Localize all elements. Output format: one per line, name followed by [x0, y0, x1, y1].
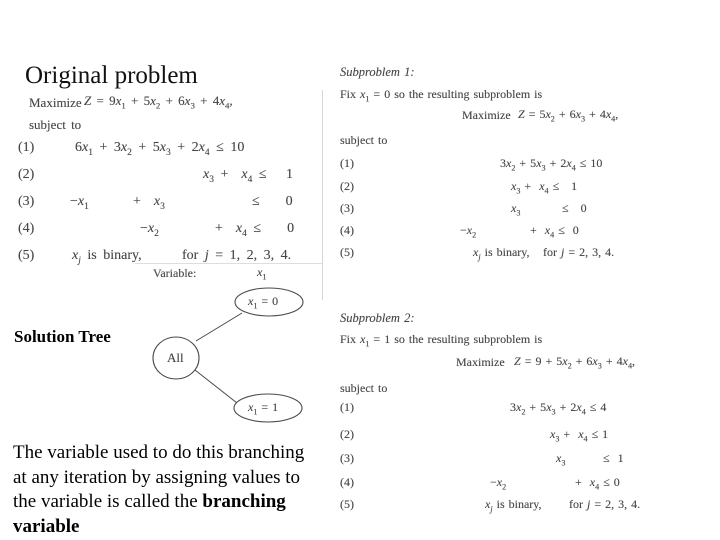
note-text: the variable is called the — [13, 491, 203, 512]
constraint-expr: $-x_2$ — [490, 475, 507, 492]
constraint-expr: + $x_4 \le 0$ — [530, 223, 579, 240]
subject-to-label: subject to — [340, 133, 388, 147]
note-text: The variable used to do this branching — [13, 442, 305, 463]
constraint-expr: $x_j$ is binary, — [473, 245, 530, 262]
page-title: Original problem — [25, 62, 198, 89]
constraint-label: (2) — [340, 179, 354, 193]
constraint-label: (3) — [18, 194, 35, 209]
constraint-label: (5) — [340, 245, 354, 259]
constraint-label: (5) — [18, 248, 35, 263]
constraint-expr: for j = 2, 3, 4. — [543, 245, 615, 259]
constraint-expr: $x_j$ is binary, — [72, 248, 142, 266]
constraint-label: (1) — [340, 156, 354, 170]
constraint-label: (4) — [18, 221, 35, 236]
constraint-expr: $6x_1 + 3x_2 + 5x_3 + 2x_4 \le 10$ — [75, 140, 245, 158]
constraint-expr: $3x_2 + 5x_3 + 2x_4 \le 10$ — [500, 156, 603, 173]
note-line — [13, 441, 353, 466]
branch-variable-name: $x_1$ — [257, 265, 267, 282]
solution-tree-diagram — [130, 260, 330, 435]
branch-node-x1-1-label: $x_1 = 1$ — [248, 400, 279, 417]
constraint-expr: + $x_3$ — [133, 194, 165, 212]
constraint-expr: ≤ 0 — [562, 201, 587, 215]
objective-formula: $Z = 5x_2 + 6x_3 + 4x_4$, — [518, 107, 619, 124]
constraint-expr: + $x_4 \le 0$ — [575, 475, 620, 492]
objective-label: Maximize — [29, 95, 82, 110]
variable-caption: Variable: — [153, 266, 197, 280]
constraint-label: (4) — [340, 475, 354, 489]
branching-bold-text: branching — [202, 491, 286, 512]
note-line — [13, 466, 353, 491]
subproblem2-intro: Fix $x_1 = 1$ so the resulting subproblem is — [340, 332, 543, 349]
constraint-expr: $-x_2$ — [140, 221, 159, 239]
constraint-label: (4) — [340, 223, 354, 237]
constraint-expr: $-x_2$ — [460, 223, 477, 240]
constraint-label: (1) — [18, 140, 35, 155]
constraint-expr: for j = 1, 2, 3, 4. — [182, 248, 292, 263]
objective-label: Maximize — [462, 108, 511, 122]
branch-node-x1-0-label: $x_1 = 0$ — [248, 294, 279, 311]
subject-to-label: subject to — [340, 381, 388, 395]
subject-to-label: subject to — [29, 117, 82, 132]
constraint-label: (3) — [340, 451, 354, 465]
constraint-expr: $x_3 + x_4 \le 1$ — [511, 179, 578, 196]
constraint-expr: ≤ 0 — [252, 194, 293, 209]
constraint-label: (2) — [340, 427, 354, 441]
constraint-label: (1) — [340, 400, 354, 414]
constraint-expr: $x_3$ — [556, 451, 566, 468]
branching-variable-note — [13, 441, 353, 539]
constraint-expr: $-x_1$ — [70, 194, 89, 212]
objective-formula: $Z = 9 + 5x_2 + 6x_3 + 4x_4$, — [514, 354, 636, 371]
tree-edge — [195, 370, 237, 403]
note-line — [13, 490, 353, 515]
subproblem2-heading: Subproblem 2: — [340, 311, 415, 325]
constraint-label: (5) — [340, 497, 354, 511]
note-text: at any iteration by assigning values to — [13, 466, 301, 488]
constraint-expr: + $x_4$ ≤ 0 — [215, 221, 295, 239]
subproblem1-intro: Fix $x_1 = 0$ so the resulting subproblem is — [340, 87, 543, 104]
constraint-expr: for j = 2, 3, 4. — [569, 497, 641, 511]
constraint-expr: $x_3 + x_4 \le 1$ — [203, 167, 294, 185]
constraint-expr: $x_3$ — [511, 201, 521, 218]
constraint-expr: $x_j$ is binary, — [485, 497, 542, 514]
constraint-label: (2) — [18, 167, 35, 182]
subproblem1-heading: Subproblem 1: — [340, 65, 415, 79]
objective-label: Maximize — [456, 355, 505, 369]
variable-bold-text: variable — [13, 515, 80, 537]
constraint-expr: $3x_2 + 5x_3 + 2x_4 \le 4$ — [510, 400, 607, 417]
constraint-label: (3) — [340, 201, 354, 215]
constraint-expr: $x_3 + x_4 \le 1$ — [550, 427, 609, 444]
tree-edge — [196, 313, 242, 341]
solution-tree-heading: Solution Tree — [14, 327, 111, 346]
note-line — [13, 515, 353, 540]
root-node-label: All — [167, 350, 184, 365]
constraint-expr: ≤ 1 — [603, 451, 624, 465]
objective-formula: $Z = 9x_1 + 5x_2 + 6x_3 + 4x_4$, — [84, 93, 233, 111]
